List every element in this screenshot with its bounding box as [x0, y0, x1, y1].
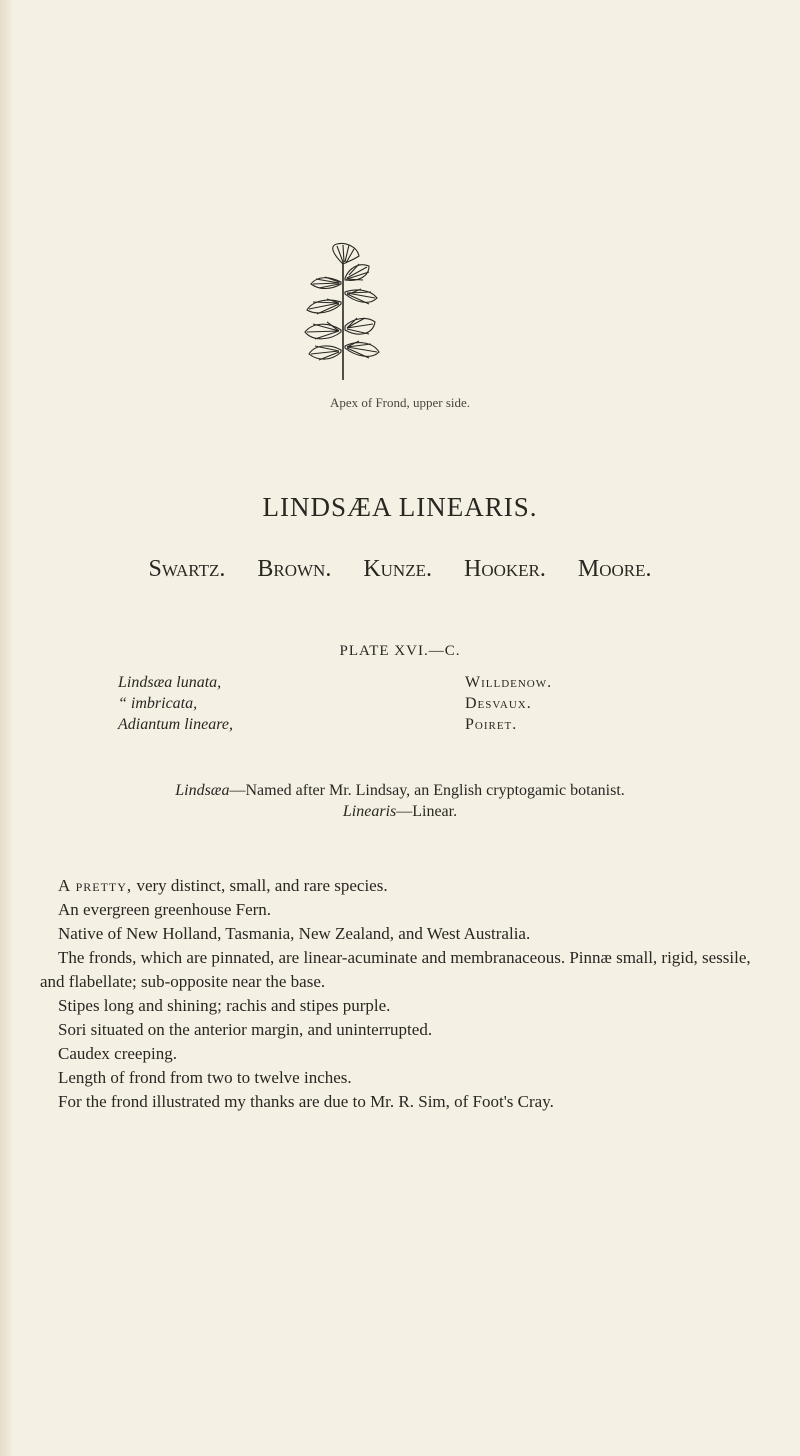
synonym-author: Willdenow. — [465, 674, 553, 691]
plate-number: PLATE XVI.—C. — [339, 643, 461, 659]
authority-name: Hooker. — [463, 556, 546, 582]
description-paragraph: The fronds, which are pinnated, are linear-acuminate and membranaceous. Pinnæ small, rigid, sessile, and flabellate; sub-opposite near the base. — [40, 948, 751, 991]
lead-word: A pretty, — [58, 876, 133, 895]
fern-frond-apex-illustration — [283, 242, 405, 382]
lead-rest: very distinct, small, and rare species. — [132, 876, 388, 895]
synonym-name: Lindsæa lunata, — [118, 674, 222, 691]
etymology — [0, 780, 800, 822]
etymology-term: Linearis — [342, 803, 397, 820]
authority-name: Brown. — [257, 556, 332, 582]
description-paragraph: Caudex creeping. — [58, 1044, 177, 1063]
authority-name: Moore. — [577, 556, 652, 582]
description-paragraph: Length of frond from two to twelve inches. — [58, 1068, 352, 1087]
description-paragraph: Native of New Holland, Tasmania, New Zealand, and West Australia. — [58, 924, 531, 943]
etymology-text: —Named after Mr. Lindsay, an English cryptogamic botanist. — [229, 782, 625, 799]
species-description — [40, 874, 760, 1114]
illustration-caption: Apex of Frond, upper side. — [329, 395, 471, 410]
authority-name: Kunze. — [363, 556, 432, 582]
authority-list — [0, 556, 800, 583]
synonym-author: Poiret. — [465, 716, 518, 733]
etymology-text: —Linear. — [396, 803, 458, 820]
description-paragraph: Sori situated on the anterior margin, and uninterrupted. — [58, 1020, 433, 1039]
description-paragraph: For the frond illustrated my thanks are due to Mr. R. Sim, of Foot's Cray. — [58, 1092, 554, 1111]
synonym-author: Desvaux. — [465, 695, 532, 712]
authority-name: Swartz. — [148, 556, 226, 582]
etymology-term: Lindsæa — [175, 782, 230, 799]
description-paragraph — [40, 874, 760, 898]
synonym-name: “ imbricata, — [118, 695, 198, 712]
synonym-name: Adiantum lineare, — [118, 716, 233, 733]
species-title: LINDSÆA LINEARIS. — [262, 492, 538, 522]
description-paragraph: An evergreen greenhouse Fern. — [58, 900, 272, 919]
synonym-names — [118, 672, 233, 735]
page-edge — [0, 0, 14, 1456]
synonym-authors — [465, 672, 552, 735]
etymology-line-species — [0, 801, 800, 822]
description-paragraph: Stipes long and shining; rachis and stipes purple. — [58, 996, 391, 1015]
etymology-line-genus — [0, 780, 800, 801]
